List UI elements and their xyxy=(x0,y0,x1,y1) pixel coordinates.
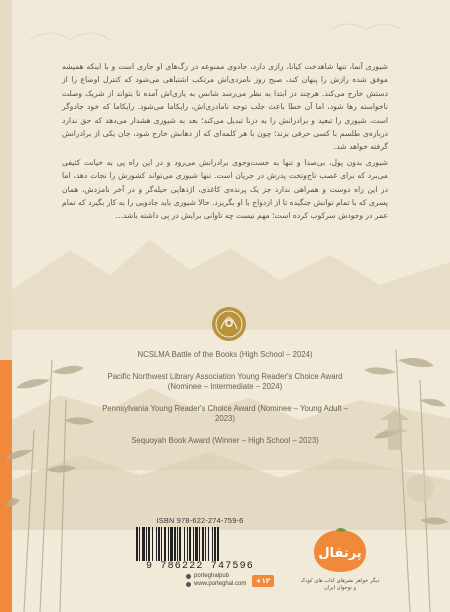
awards-list xyxy=(100,350,350,458)
barcode-bar xyxy=(164,527,166,561)
barcode-bar xyxy=(212,527,213,561)
globe-icon xyxy=(186,582,191,587)
barcode-bar xyxy=(168,527,169,561)
award-item: Sequoyah Book Award (Winner – High School – 2023) xyxy=(131,436,319,445)
barcode-bar xyxy=(156,527,157,561)
barcode-bar xyxy=(148,527,150,561)
barcode-bar xyxy=(187,527,188,561)
barcode-bar xyxy=(193,527,194,561)
barcode-bar xyxy=(202,527,204,561)
instagram-handle: porteghalpub xyxy=(194,573,230,579)
barcode-bar xyxy=(174,527,176,561)
instagram-icon xyxy=(186,574,191,579)
publisher-logo-text: پرتقال xyxy=(318,546,362,561)
barcode-bar xyxy=(205,527,206,561)
barcode-bar xyxy=(214,527,216,561)
barcode-bar xyxy=(208,527,209,561)
barcode-bar xyxy=(170,527,173,561)
barcode-bar xyxy=(217,527,219,561)
synopsis-paragraph-2: شیوری بدون پول، بی‌صدا و تنها به جست‌وجوی برادرانش می‌رود و در این راه پی به خیانت کثیفی می‌برد که برای غصب تاج‌وتخت پدرش در جریان است. تنها شیوری می‌تواند کشورش را نجات دهد، اما در این راه دوست و همراهی ندارد جز یک پرنده‌ی کاغذی، اژدهایی حیله‌گر و در آخر نامزدش، همان پسری که با تمام توانش جنگیده تا از ازدواج با او بگریزد. حالا شیوری باید جادویی را به کار بگیرد که تمام عمر در وجودش سرکوب کرده است؛ مهم نیست چه تاوانی برایش در پی داشته باشد... xyxy=(62,157,388,221)
barcode-bar xyxy=(152,527,153,561)
barcode-bar xyxy=(146,527,147,561)
barcode-bar xyxy=(189,527,191,561)
barcode-bar xyxy=(139,527,140,561)
barcode-bar xyxy=(199,527,200,561)
award-item: NCSLMA Battle of the Books (High School – 2024) xyxy=(137,350,313,359)
book-synopsis xyxy=(62,60,388,225)
barcode-digits: 9 786222 747596 xyxy=(145,561,254,572)
age-rating-badge: +۱۲ xyxy=(252,575,274,587)
laurel-seal-icon xyxy=(210,305,248,343)
website-url: www.porteghal.com xyxy=(194,580,247,587)
barcode-bar xyxy=(161,527,162,561)
award-item: Pacific Northwest Library Association Young Reader's Choice Award (Nominee – Intermediate – 2024) xyxy=(107,372,343,391)
sun-icon xyxy=(400,468,440,508)
barcode xyxy=(134,527,266,561)
publisher-tagline: دیگر خواهر نشرهای کتاب های کودک و نوجوان ایران xyxy=(300,578,380,591)
barcode-bar xyxy=(177,527,178,561)
isbn-label: ISBN 978-622-274-759-6 xyxy=(156,516,244,525)
award-item: Pennsylvania Young Reader's Choice Award (Nominee – Young Adult – 2023) xyxy=(102,404,348,423)
publisher-logo xyxy=(312,528,368,574)
barcode-bar xyxy=(142,527,145,561)
synopsis-paragraph-1: شیوری آنما، تنها شاهدخت کیانا، رازی دارد، جادوی ممنوعه در رگ‌های او جاری است و با اینکه همیشه موفق شده رازش را پنهان کند، صبح روز نامزدی‌اش مرتکب اشتباهی می‌شود که کنترل اوضاع را از دستش خارج می‌کند. هرچند در ابتدا به نظر می‌رسد شانس به یاری‌اش آمده تا بتواند از شریک وصلت ناخواسته رها شود، اما آن خطا باعث جلب توجه نامادری‌اش، رایکاما می‌شود. رایکاما که خود جادوگر است، شیوری را تبعید و برادرانش را به درنا تبدیل می‌کند؛ بعد به شیوری هشدار می‌دهد که حق ندارد درباره‌ی طلسم با کسی حرفی بزند؛ چون با هر کلمه‌ای که از دهانش خارج شود، جان یکی از برادرانش گرفته خواهد شد. xyxy=(62,62,388,152)
barcode-bar xyxy=(184,527,185,561)
barcode-bar xyxy=(136,527,138,561)
barcode-bar xyxy=(158,527,160,561)
barcode-bar xyxy=(179,527,181,561)
barcode-bar xyxy=(195,527,198,561)
